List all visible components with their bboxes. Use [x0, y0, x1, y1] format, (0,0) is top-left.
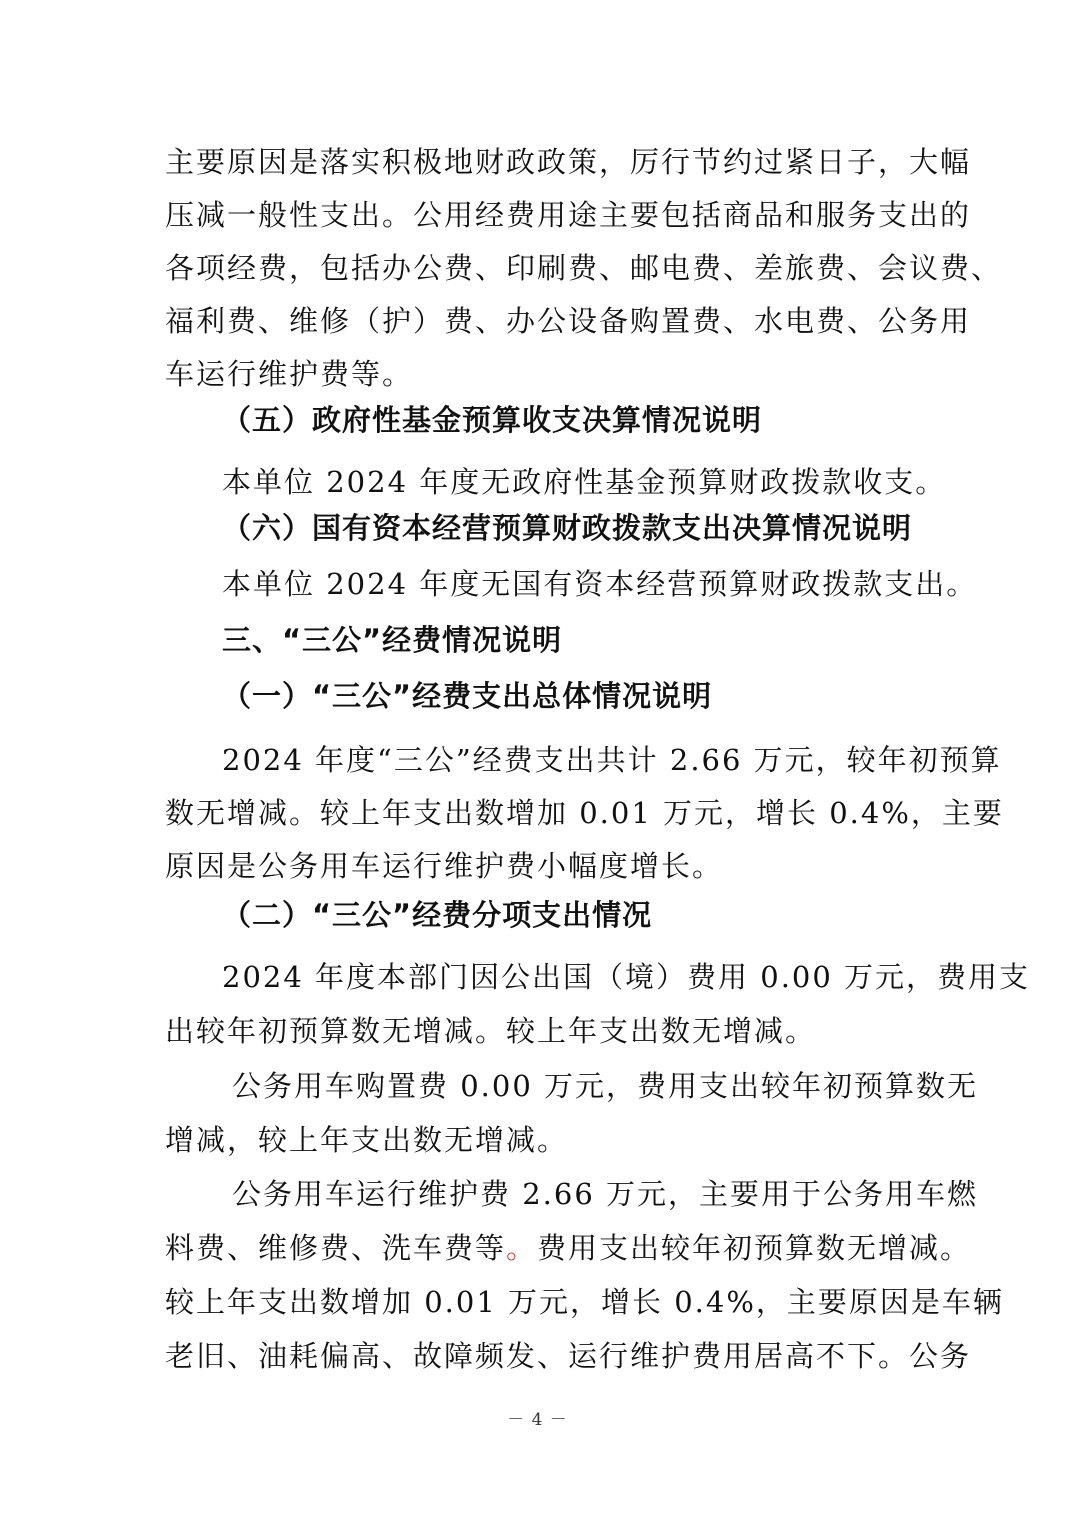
sub-heading-3-2: （二）“三公”经费分项支出情况	[222, 898, 653, 932]
paragraph-1-line-4: 福利费、维修（护）费、办公设备购置费、水电费、公务用	[165, 304, 972, 338]
paragraph-7-line-3: 较上年支出数增加 0.01 万元，增长 0.4%，主要原因是车辆	[165, 1285, 1004, 1319]
paragraph-7-line-4: 老旧、油耗偏高、故障频发、运行维护费用居高不下。公务	[165, 1339, 972, 1373]
section-heading-5: （五）政府性基金预算收支决算情况说明	[222, 403, 763, 437]
paragraph-3-line-1: 本单位 2024 年度无国有资本经营预算财政拨款支出。	[222, 567, 978, 601]
section-heading-6: （六）国有资本经营预算财政拨款支出决算情况说明	[222, 511, 913, 545]
paragraph-7-line-1: 公务用车运行维护费 2.66 万元，主要用于公务用车燃	[232, 1177, 979, 1211]
paragraph-7-line-2	[165, 1228, 971, 1268]
paragraph-6-line-2: 增减，较上年支出数无增减。	[165, 1123, 569, 1157]
paragraph-4-line-2: 数无增减。较上年支出数增加 0.01 万元，增长 0.4%，主要	[165, 796, 1004, 830]
paragraph-6-line-1: 公务用车购置费 0.00 万元，费用支出较年初预算数无	[232, 1069, 979, 1103]
paragraph-7-line-2-part-b: 费用支出较年初预算数无增减。	[537, 1231, 972, 1265]
paragraph-1-line-1: 主要原因是落实积极地财政政策，厉行节约过紧日子，大幅	[165, 145, 972, 179]
paragraph-7-line-2-part-a: 料费、维修费、洗车费等	[165, 1231, 507, 1265]
paragraph-1-line-2: 压减一般性支出。公用经费用途主要包括商品和服务支出的	[165, 198, 972, 232]
page-number: － 4 －	[507, 1410, 568, 1430]
red-punctuation-mark: 。	[506, 1231, 538, 1265]
paragraph-4-line-1: 2024 年度“三公”经费支出共计 2.66 万元，较年初预算	[222, 743, 1002, 777]
sub-heading-3-1: （一）“三公”经费支出总体情况说明	[222, 679, 713, 713]
paragraph-5-line-2: 出较年初预算数无增减。较上年支出数无增减。	[165, 1014, 817, 1048]
paragraph-1-line-3: 各项经费，包括办公费、印刷费、邮电费、差旅费、会议费、	[165, 251, 1003, 285]
paragraph-5-line-1: 2024 年度本部门因公出国（境）费用 0.00 万元，费用支	[222, 960, 1031, 994]
chapter-heading-3: 三、“三公”经费情况说明	[222, 623, 563, 657]
paragraph-2-line-1: 本单位 2024 年度无政府性基金预算财政拨款收支。	[222, 465, 947, 499]
paragraph-4-line-3: 原因是公务用车运行维护费小幅度增长。	[165, 849, 724, 883]
paragraph-1-line-5: 车运行维护费等。	[165, 357, 414, 391]
